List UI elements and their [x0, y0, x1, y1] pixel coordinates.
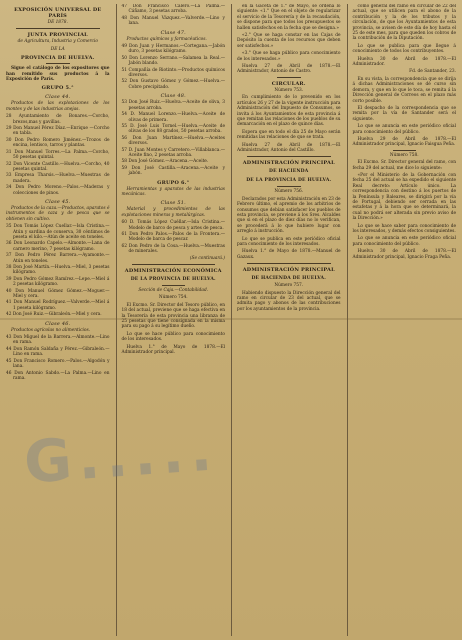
- list-item: 55 D. José Luis Tornel.—Huelva.—Aceite de olivas de los 88 grados, 50 pesetas arroba.: [121, 123, 225, 135]
- list-item: 58 Don José Gómez.—Aracena.—Aceite.: [121, 159, 209, 165]
- class-description: Productos agrícolas no alimenticios.: [11, 327, 91, 333]
- junta-line-3: DE LA: [50, 46, 65, 52]
- class-description: Material y procedimientos de las explotaciones mineras y metalúrgicas.: [121, 207, 225, 218]
- class-heading: Clase 47.: [160, 29, 186, 36]
- list-item: 30 Don Pedro Romero Jiménez.—Trozos de encina, lentisco, tarros y plantas.: [6, 137, 110, 149]
- list-item: 28 Ayuntamiento de Bonares.—Corcho, brezos,mas y gavillas.: [6, 114, 110, 125]
- list-item: 39 Don Pedro Gómez Ramírez.—Lepe.—Miel á 2 pesetas kilógramo.: [6, 276, 110, 288]
- list-item: 57 D. Juan Montes y Carretero.—Villablanca.—Aceite fino, 2 pesetas arroba.: [121, 147, 225, 158]
- date-signature: Huelva 29 de Abril de 1878.—El Administrador principal, Ignacio Faisgua Peña.: [352, 136, 456, 148]
- junta-line-4: PROVINCIA DE HUELVA.: [20, 55, 95, 62]
- list-item: 43 Don Miguel de la Barrera.—Almonte.—Lino en rama.: [6, 335, 110, 346]
- paragraph-4: Lo que se anuncia en este periódico oficial para conocimiento del público.: [352, 124, 456, 135]
- column-1: [6, 4, 110, 636]
- item-list-top: [122, 4, 226, 27]
- list-item: 53 Don José Ruiz.—Huelva.—Aceite de oliva, 3 pesetas arroba.: [121, 100, 225, 111]
- bottom-admin-title: ADMINISTRACIÓN PRINCIPAL: [242, 267, 335, 274]
- list-item: 31 Don Manuel Torres.—La Palma.—Corcho, 50 pesetas quintal.: [6, 149, 110, 161]
- admin-subtitle-2: DE LA PROVINCIA DE HUELVA.: [246, 178, 332, 184]
- paragraph-7: Lo que se hace saber para conocimiento de los interesados, y demás efectos consiguientes.: [352, 223, 456, 235]
- date-signature: Huelva 1.° de Mayo de 1878.—Manuel de Gazaux.: [237, 249, 341, 260]
- admin-title: ADMINISTRACIÓN PRINCIPAL: [242, 160, 335, 167]
- divider: [16, 28, 100, 29]
- bottom-admin-number: Número 757.: [274, 283, 304, 289]
- group-heading: GRUPO 6.°: [157, 179, 190, 186]
- paragraph-8: Lo que se anuncia en este periódico oficial para conocimiento del público.: [352, 236, 456, 247]
- admin-subtitle: DE LA PROVINCIA DE HUELVA.: [130, 277, 216, 283]
- admin-number: Número 756.: [274, 189, 304, 195]
- paragraph-3: El despacho de la correspondencia que se remita por la vía de Santander será el siguiente.: [352, 105, 456, 122]
- item-list-a: [6, 114, 110, 196]
- list-item: 44 Don Ramón Saldaña y Pérez.—Gibraleón.—Lino en rama.: [6, 346, 110, 358]
- list-item: 37 Don Pedro Pérez Barrera.—Ayamonte.—Atún en toneles.: [6, 253, 110, 264]
- item-list-c: [122, 220, 226, 254]
- list-item: 32 Don Vicente Castillo.—Huelva.—Corcho, 40 pesetas quintal.: [6, 161, 110, 172]
- list-item: 52 Don Gustavo Gómez y Gómez.—Huelva.—Cobre precipitado.: [121, 79, 225, 90]
- date-signature: Huelva 27 de Abril de 1878.—El Administrador, Antonio de Castro.: [237, 64, 341, 75]
- columns: [6, 4, 456, 636]
- circular-text-2: Espera que en todo el día 25 de Mayo serán remitidas las relaciones de que se trata.: [237, 129, 341, 141]
- list-item: 56 Don Juan Martínez.—Huelva.—Aceites diversos.: [121, 135, 225, 147]
- admin-text-2: Lo que se publica en este periódico oficial para conocimiento de los interesados.: [237, 236, 341, 247]
- admin-text: El Excmo. Sr. Director del Tesoro público, en 18 del actual, previene que se haga efectiva en la Tesorería de esta provincia una libranza de 25 pesetas que tiene consignada en la misma para su pago á su legítimo dueño.: [121, 302, 225, 330]
- list-item: 59 Don José Castilla.—Aracena.—Aceite y jabón.: [121, 165, 225, 177]
- list-item: 45 Don Francisco Romero.—Palos.—Algodón y lana.: [6, 358, 110, 370]
- list-item: 42 Don José Ruiz.—Gibraleón.—Miel y cera.: [6, 312, 102, 318]
- list-item: 33 Empresa Tharsis.—Huelva.—Muestras de madera.: [6, 173, 110, 184]
- catalog-intro: Sigue el catálogo de los expositores que han remitido sus productos á la Exposición de París.: [6, 66, 110, 83]
- admin-subtitle: DE HACIENDA: [269, 169, 309, 175]
- list-item: 36 Don Leonardo Capelo.—Almonte.—Lana de carnero merino, 7 pesetas kilógramo.: [6, 241, 110, 252]
- top-text: en la Gaceta de 1.° de Mayo, se ordena lo siguiente: «1.° Que en el objeto de regularizar el servicio de la Tesorería y de la recaudación, se dispone para que todos los presupuestos se hallen satisfechos en la fecha que se designa.»: [237, 4, 341, 31]
- list-item: 61 Don Pedro Palos.—Palos de la Frontera.—Modelo de barca de pescar.: [121, 232, 225, 243]
- divider: [162, 285, 186, 286]
- class-heading: Clase 45.: [45, 198, 71, 205]
- admin-date: Huelva 1.° de Mayo de 1878.—El Administrador principal.: [121, 344, 225, 356]
- admin-number: Número 754.: [158, 295, 188, 301]
- list-item: 35 Don Tomás López Cuellar.—Isla Cristina.—Atún y sardina de conserva, 30 céntimos de peseta el kilo.—Atún de aceite en toneles.: [6, 224, 110, 240]
- class-description: Productos químicos y farmacéuticos.: [126, 36, 207, 42]
- paragraph-6: «Por el Ministerio de la Gobernación con fecha 25 del actual se ha expedido el siguiente Real decreto: Artículo único. La correspondencia con destino á los puertos de la Península y Baleares, se dirigirá por la vía de Portugal, debiendo ser cerrada en las estafetas y á la hora que se determinará, la cual no podrá ser alterada sin previo aviso de la Dirección.»: [352, 172, 456, 222]
- exposition-header: EXPOSICIÓN UNIVERSAL DE PARÍS: [14, 7, 102, 19]
- admin-title: ADMINISTRACIÓN ECONÓMICA: [124, 268, 222, 275]
- list-item: 29 Don Manuel Pérez Díaz.—Enrique —Corcho en tabla.: [6, 126, 110, 137]
- top-text: como general del ramo en circular de 22 del actual, que se utilicen para el abono de la contribución y la de los tributos y la circulación, de que los Ayuntamientos de esta provincia, se avisen de este día de hoy hasta el 25 de este mes, para que queden los cobros de la contribución de la Diputación.: [352, 4, 456, 42]
- divider: [277, 186, 301, 187]
- article-3: «3.° Que se haga público para conocimiento de los interesados.»: [237, 51, 341, 62]
- exposition-year: DE 1878.: [47, 20, 68, 25]
- circular-heading: CIRCULAR.: [271, 80, 306, 87]
- divider: [393, 150, 417, 151]
- class-heading: Clase 51.: [160, 200, 186, 207]
- date-signature: Huelva 30 de Abril de 1878.—El Administrador principal, Ignacio Fraga Peña.: [352, 249, 456, 260]
- class-heading: Clase 46.: [45, 320, 71, 327]
- list-item: 38 Don José Martín.—Huelva.—Miel, 3 pesetas kilógramo.: [6, 265, 110, 276]
- admin-text-2: Lo que se hace público para conocimiento de los interesados.: [121, 331, 225, 343]
- junta-line-2: de Agricultura, Industria y Comercio: [17, 39, 98, 45]
- bottom-admin-subtitle: DE HACIENDA DE HUELVA.: [251, 276, 327, 282]
- continued-note: (Se continuará.): [189, 255, 225, 261]
- class-heading: Clase 44.: [45, 94, 71, 101]
- class-description: Productos de las explotaciones de los montes y de las industrias anejas.: [6, 101, 110, 112]
- fold-crease: [0, 318, 462, 320]
- watermark-stamp: G.....: [21, 415, 220, 497]
- class-heading: Clase 48.: [160, 93, 186, 100]
- divider: [247, 263, 331, 264]
- admin-text: Declarados por esta Administración en 23 de Febrero último, el apremio de los arbitrios de consumos que debían satisfacer los pueblos de esta provincia, se previene á los Sres. Alcaldes que si en el plazo de diez días no lo verifican, se procederá á lo que hubiere lugar con arreglo á instrucción.: [237, 196, 341, 235]
- list-item: 34 Don Pedro Moreno.—Palos.—Maderas y colecciones de pinos.: [6, 185, 110, 196]
- list-item: 46 Don Antonio Sabdo.—La Palma.—Lino en rama.: [6, 370, 110, 381]
- list-item: 62 Don Pedro de la Cosa.—Huelva.—Muestras de minerales.: [121, 243, 225, 255]
- paragraph-2: En su vista, la correspondencia que se dirija á dichas Administraciones se dé curso sin demora, y que en lo que le toca, se remita á la Dirección general de Correos en el plazo más corto posible.: [352, 76, 456, 104]
- divider: [46, 63, 70, 64]
- column-3: [231, 4, 341, 636]
- group-description: Herramientas y aparatos de las industrias mecánicas.: [121, 186, 225, 197]
- paragraph-5: El Excmo. Sr. Director general del ramo, con fecha 29 del actual, me dice lo siguiente:: [352, 160, 456, 171]
- list-item: 49 Don Juan y Hermanos.—Cortegana.—Jabón duro, 3 pesetas kilógramo.: [121, 44, 225, 55]
- article-2: «2.° Que se haga constar en las Cajas de Depósito la cuenta de los recursos que deben ser satisfechos.»: [237, 33, 341, 49]
- admin-section: Sección de Caja.—Contabilidad.: [138, 288, 209, 294]
- signature-line: Fd. de Santander, 23.: [409, 69, 456, 75]
- item-list-b: [122, 100, 226, 176]
- list-item: 50 Don Lorenzo Serrano.—Salamea la Real.—Jabón blando.: [121, 55, 225, 67]
- top-text-2: Lo que se publica para que llegue á conocimiento de todos los contribuyentes.: [352, 43, 456, 55]
- divider: [132, 264, 216, 265]
- group-heading: GRUPO 5.°: [41, 85, 74, 92]
- list-item: 54 D. Manuel Lorenzo.—Huelva.—Aceite de olivas de primera.: [121, 112, 225, 123]
- list-item: 40 Don Manuel Gómez Gómez.—Moguer.—Miel y cera.: [6, 288, 110, 300]
- date-signature: Huelva 30 de Abril de 1878.—El Administrador.: [352, 56, 456, 68]
- column-2: [116, 4, 226, 636]
- divider: [277, 77, 301, 78]
- notice-number: Número 758.: [389, 152, 419, 158]
- list-item: 60 D. Tomás López Cuéllar.—Isla Cristina.—Modelo de barco de pesca y artes de pesca.: [121, 220, 225, 231]
- item-list-a: [122, 44, 226, 90]
- divider: [247, 156, 331, 157]
- list-item: 47 Don Francisco Calero.—La Palma.—Cáñamo, 3 pesetas arroba.: [121, 4, 225, 15]
- circular-number: Número 753.: [274, 87, 304, 93]
- item-list-b: [6, 224, 110, 318]
- class-description: Productos de la caza.—Productos, aparatos é instrumentos de caza y de pesca que se obtienen sin cultivo.: [6, 205, 110, 222]
- date-signature: Huelva 27 de Abril de 1878.—El Administrador, Antonio del Castillo.: [237, 142, 341, 153]
- list-item: 51 Compañía de Riotinto.—Productos químicos diversos.: [121, 67, 225, 79]
- column-4: [347, 4, 457, 636]
- list-item: 41 Don Manuel Rodríguez.—Valverde.—Miel á 1 peseta kilógramo.: [6, 300, 110, 311]
- circular-text: En cumplimiento de lo prevenido en los artículos 26 y 27 de la vigente instrucción para Administración del Impuesto de Consumos, se invita á los Ayuntamientos de esta provincia á que remitan las relaciones de los pueblos de su demarcación en el plazo de quince días.: [237, 95, 341, 128]
- item-list-c: [6, 335, 110, 381]
- bottom-admin-text: Habiendo dispuesto la Dirección general del ramo en circular de 23 del actual, que se admita pago y abonos de las contribuciones por los ayuntamientos de la provincia.: [237, 290, 341, 312]
- list-item: 48 Don Manuel Vázquez.—Valverde.—Lino y lana.: [121, 15, 225, 27]
- junta-title: JUNTA PROVINCIAL: [27, 32, 88, 39]
